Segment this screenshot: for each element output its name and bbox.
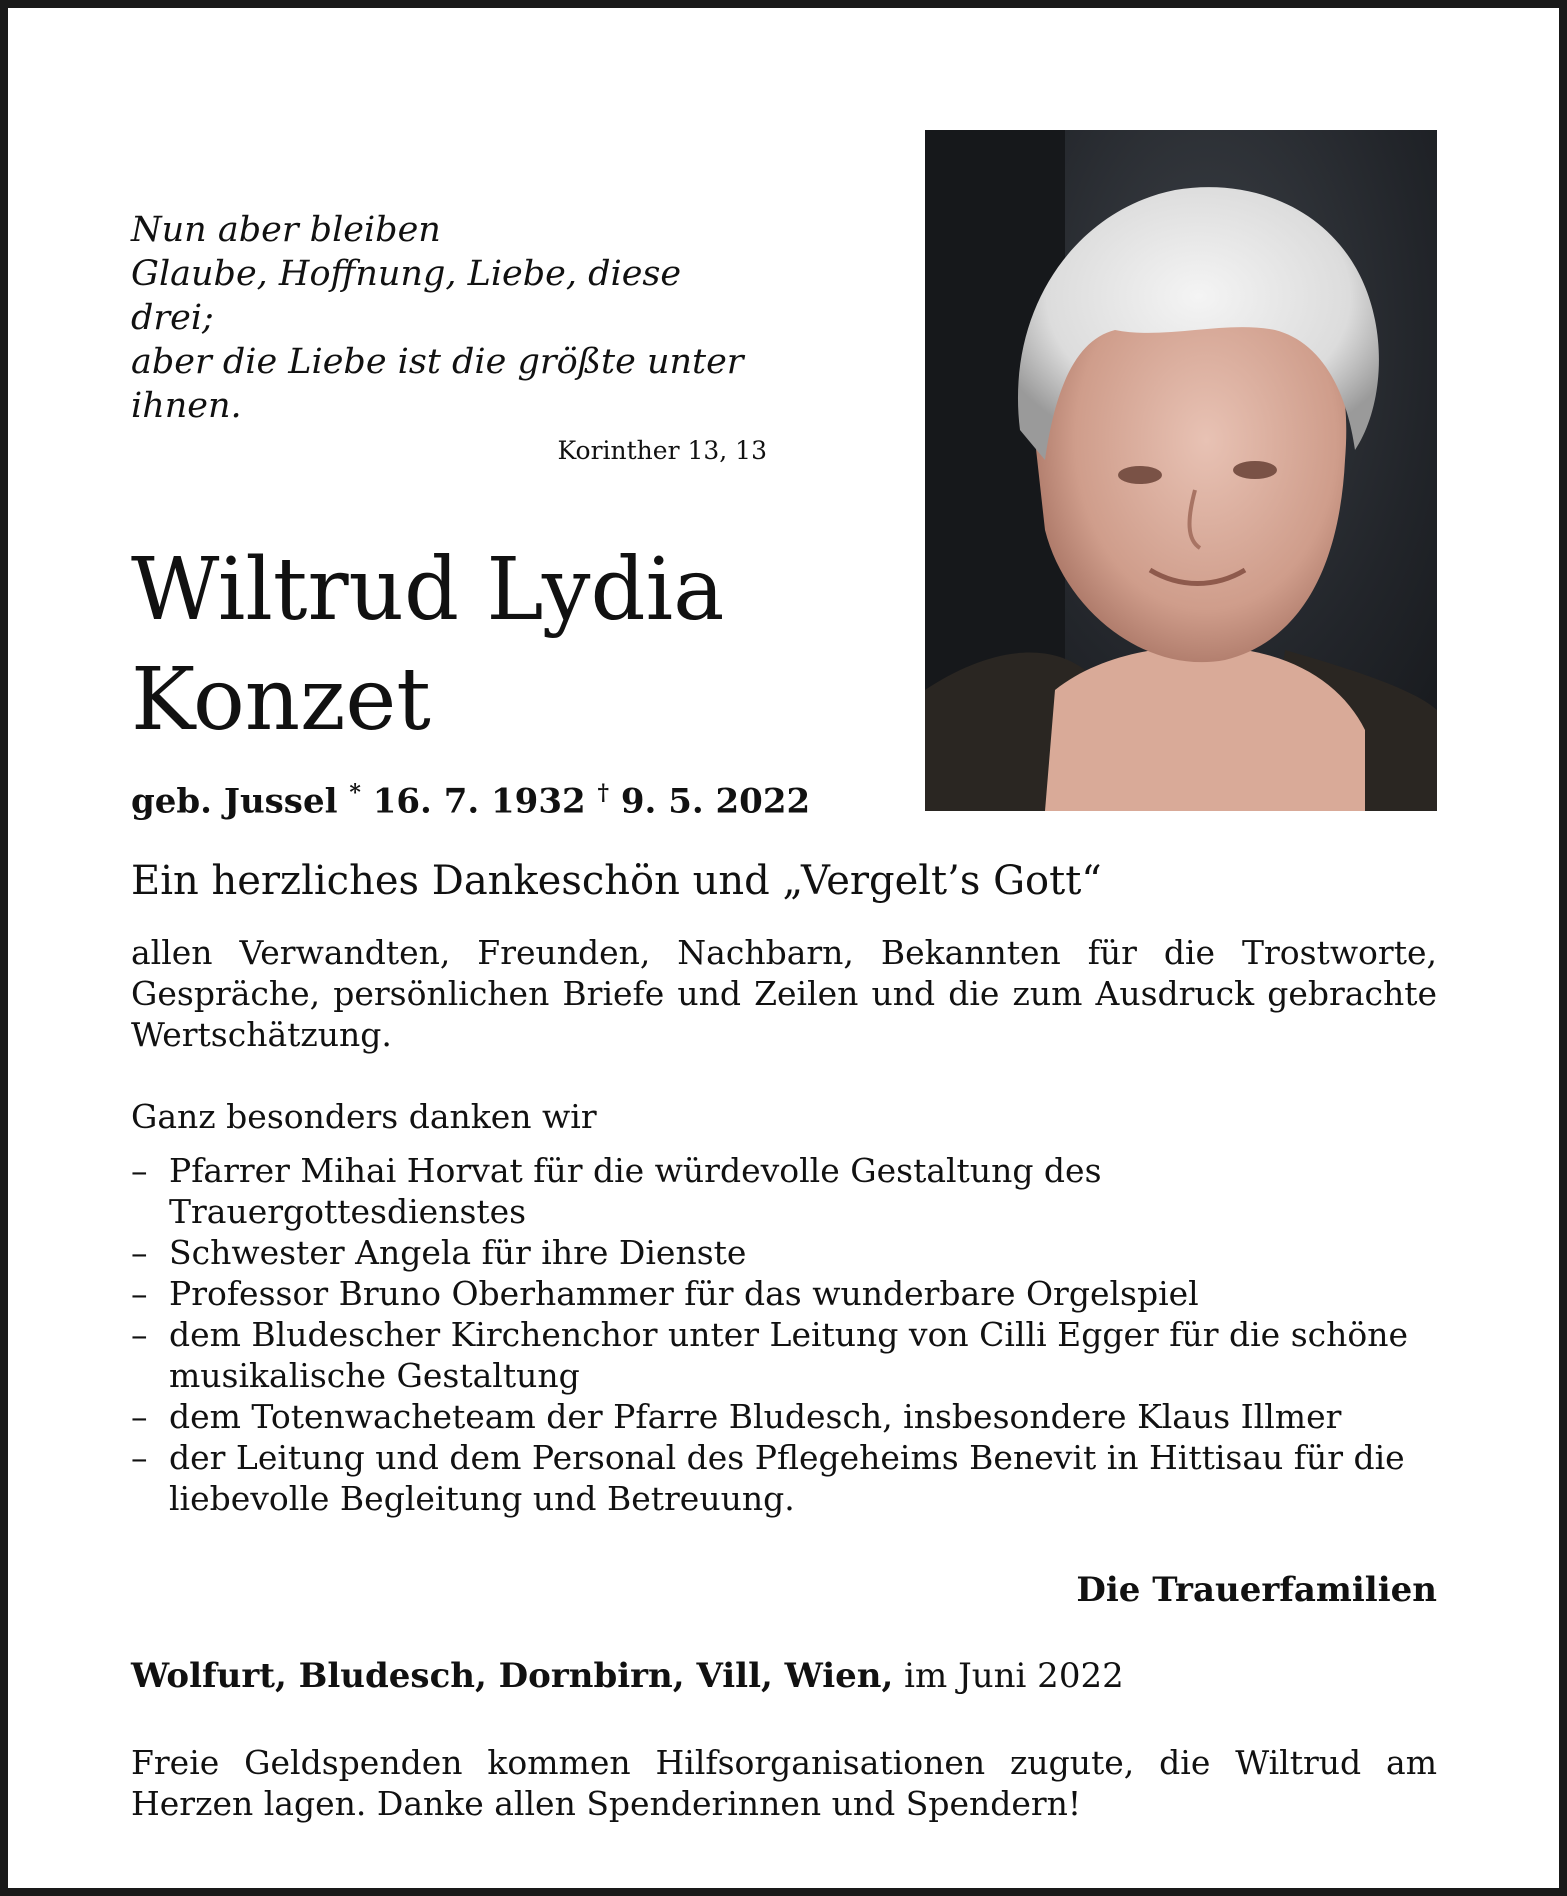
list-dash: – (131, 1315, 148, 1354)
list-dash: – (131, 1438, 148, 1477)
birth-symbol: * (349, 780, 361, 806)
bible-quote (131, 208, 771, 465)
list-item (131, 1396, 1437, 1437)
donation-note: Freie Geldspenden kommen Hilfsorganisationen zugute, die Wiltrud am Herzen lagen. Danke allen Spenderinnen und Spendern! (131, 1743, 1437, 1823)
place-and-date (131, 1656, 1124, 1696)
portrait-photo (925, 130, 1437, 811)
list-item-text: Schwester Angela für ihre Dienste (169, 1233, 747, 1272)
deceased-name (131, 535, 851, 755)
list-dash: – (131, 1151, 148, 1190)
list-item-text: Professor Bruno Oberhammer für das wunderbare Orgelspiel (169, 1274, 1199, 1313)
signature: Die Trauerfamilien (1076, 1570, 1437, 1610)
maiden-name: geb. Jussel (131, 781, 338, 822)
quote-line: aber die Liebe ist die größte unter ihnen. (131, 342, 744, 426)
date: im Juni 2022 (904, 1656, 1124, 1696)
list-dash: – (131, 1274, 148, 1313)
name-line-1: Wiltrud Lydia (131, 540, 725, 640)
places: Wolfurt, Bludesch, Dornbirn, Vill, Wien, (131, 1656, 894, 1696)
thanks-paragraph: allen Verwandten, Freunden, Nachbarn, Bekannten für die Trostworte, Gespräche, persönlichen Briefe und Zeilen und die zum Ausdruck gebrachte Wertschätzung. (131, 933, 1437, 1054)
death-symbol: † (597, 780, 610, 806)
list-item-text: Pfarrer Mihai Horvat für die würdevolle Gestaltung des Trauergottesdienstes (169, 1151, 1102, 1231)
list-item (131, 1232, 1437, 1273)
list-item (131, 1314, 1437, 1396)
birth-date: 16. 7. 1932 (372, 781, 586, 822)
quote-reference: Korinther 13, 13 (557, 436, 767, 465)
death-date: 9. 5. 2022 (620, 781, 811, 822)
list-item (131, 1150, 1437, 1232)
list-item-text: der Leitung und dem Personal des Pflegeheims Benevit in Hittisau für die liebevolle Begleitung und Betreuung. (169, 1438, 1405, 1518)
special-thanks-intro: Ganz besonders danken wir (131, 1097, 597, 1136)
quote-line: Nun aber bleiben (131, 210, 441, 250)
list-item (131, 1273, 1437, 1314)
special-thanks-list (131, 1150, 1437, 1519)
list-item-text: dem Totenwacheteam der Pfarre Bludesch, insbesondere Klaus Illmer (169, 1397, 1342, 1436)
list-dash: – (131, 1233, 148, 1272)
thanks-heading: Ein herzliches Dankeschön und „Vergelt’s Gott“ (131, 858, 1102, 904)
list-item-text: dem Bludescher Kirchenchor unter Leitung von Cilli Egger für die schöne musikalische Gestaltung (169, 1315, 1409, 1395)
list-dash: – (131, 1397, 148, 1436)
quote-line: Glaube, Hoffnung, Liebe, diese drei; (131, 254, 682, 338)
life-dates (131, 780, 810, 821)
list-item (131, 1437, 1437, 1519)
name-line-2: Konzet (131, 650, 431, 750)
